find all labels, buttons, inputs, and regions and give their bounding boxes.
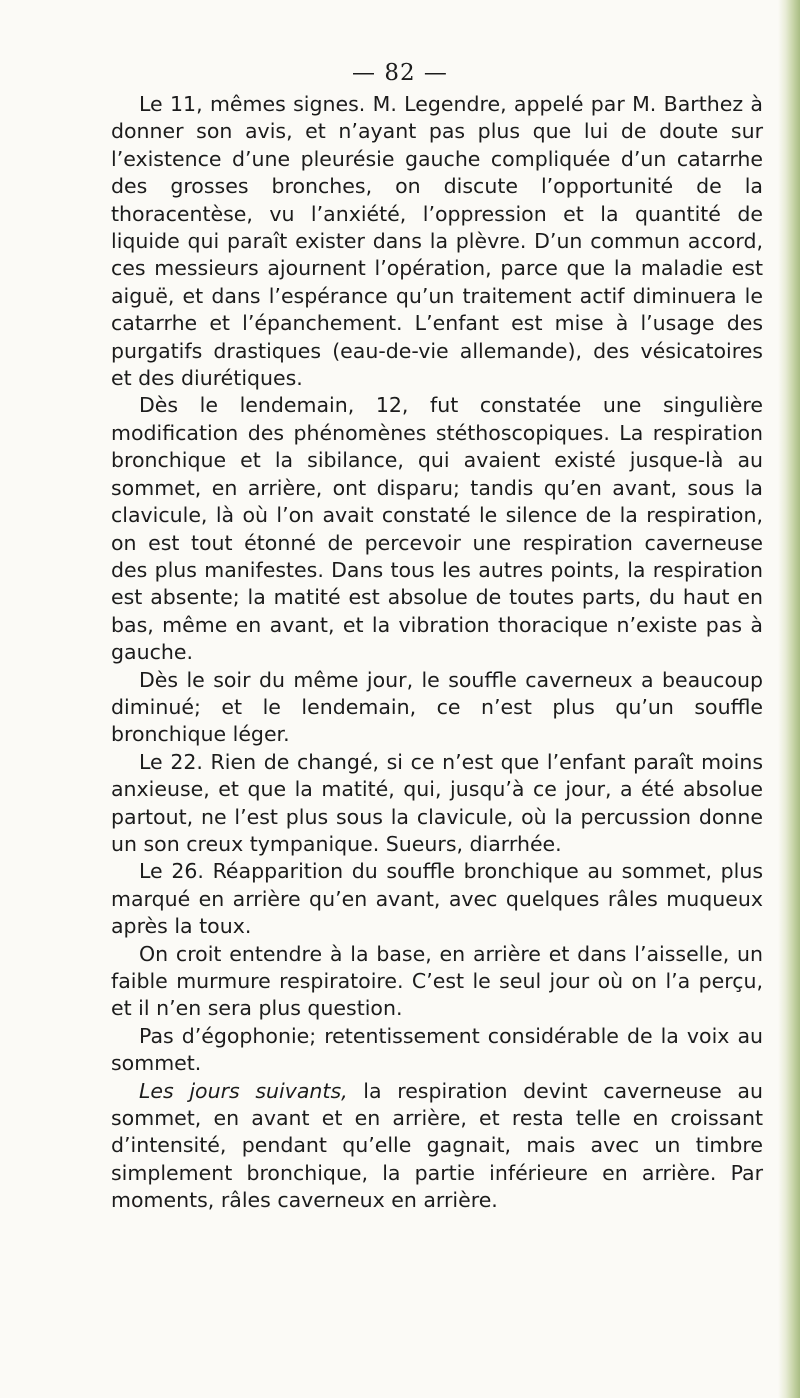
paragraph-8-text: la respiration devint caverneuse au sommet, en avant et en arrière, et resta telle en croissant d’intensité, pendant qu’elle gagnait, mais avec un timbre simplement bronchique, la partie inférieure en arrière. Par moments, râles caverneux en arrière. xyxy=(111,1078,763,1213)
paragraph-6: On croit entendre à la base, en arrière et dans l’aisselle, un faible murmure respiratoire. C’est le seul jour où on l’a perçu, et il n’en sera plus question. xyxy=(111,941,763,1021)
paragraph-4: Le 22. Rien de changé, si ce n’est que l’enfant paraît moins anxieuse, et que la matité, qui, jusqu’à ce jour, a été absolue partout, ne l’est plus sous la clavicule, où la percussion donne un son creux tympanique. Sueurs, diarrhée. xyxy=(111,749,763,856)
paragraph-3: Dès le soir du même jour, le souffle caverneux a beaucoup diminué; et le lendemain, ce n’est plus qu’un souffle bronchique léger. xyxy=(111,667,763,747)
page-gutter-edge xyxy=(778,0,800,1398)
paragraph-8 xyxy=(111,1078,763,1215)
body-text xyxy=(111,91,763,1215)
italic-lead-in: Les jours suivants, xyxy=(139,1078,348,1103)
paragraph-5: Le 26. Réapparition du souffle bronchique au sommet, plus marqué en arrière qu’en avant, avec quelques râles muqueux après la toux. xyxy=(111,859,763,939)
page-number: — 82 — xyxy=(352,60,448,86)
paragraph-2: Dès le lendemain, 12, fut constatée une singulière modification des phénomènes stéthoscopiques. La respiration bronchique et la sibilance, qui avaient existé jusque-là au sommet, en arrière, ont disparu; tandis qu’en avant, sous la clavicule, là où l’on avait constaté le silence de la respiration, on est tout étonné de percevoir une respiration caverneuse des plus manifestes. Dans tous les autres points, la respiration est absente; la matité est absolue de toutes parts, du haut en bas, même en avant, et la vibration thoracique n’existe pas à gauche. xyxy=(111,393,763,665)
paragraph-1: Le 11, mêmes signes. M. Legendre, appelé par M. Barthez à donner son avis, et n’ayant pas plus que lui de doute sur l’existence d’une pleurésie gauche compliquée d’un catarrhe des grosses bronches, on discute l’opportunité de la thoracentèse, vu l’anxiété, l’oppression et la quantité de liquide qui paraît exister dans la plèvre. D’un commun accord, ces messieurs ajournent l’opération, parce que la maladie est aiguë, et dans l’espérance qu’un traitement actif diminuera le catarrhe et l’épanchement. L’enfant est mise à l’usage des purgatifs drastiques (eau-de-vie allemande), des vésicatoires et des diurétiques. xyxy=(111,92,763,391)
paragraph-7: Pas d’égophonie; retentissement considérable de la voix au sommet. xyxy=(111,1023,763,1076)
